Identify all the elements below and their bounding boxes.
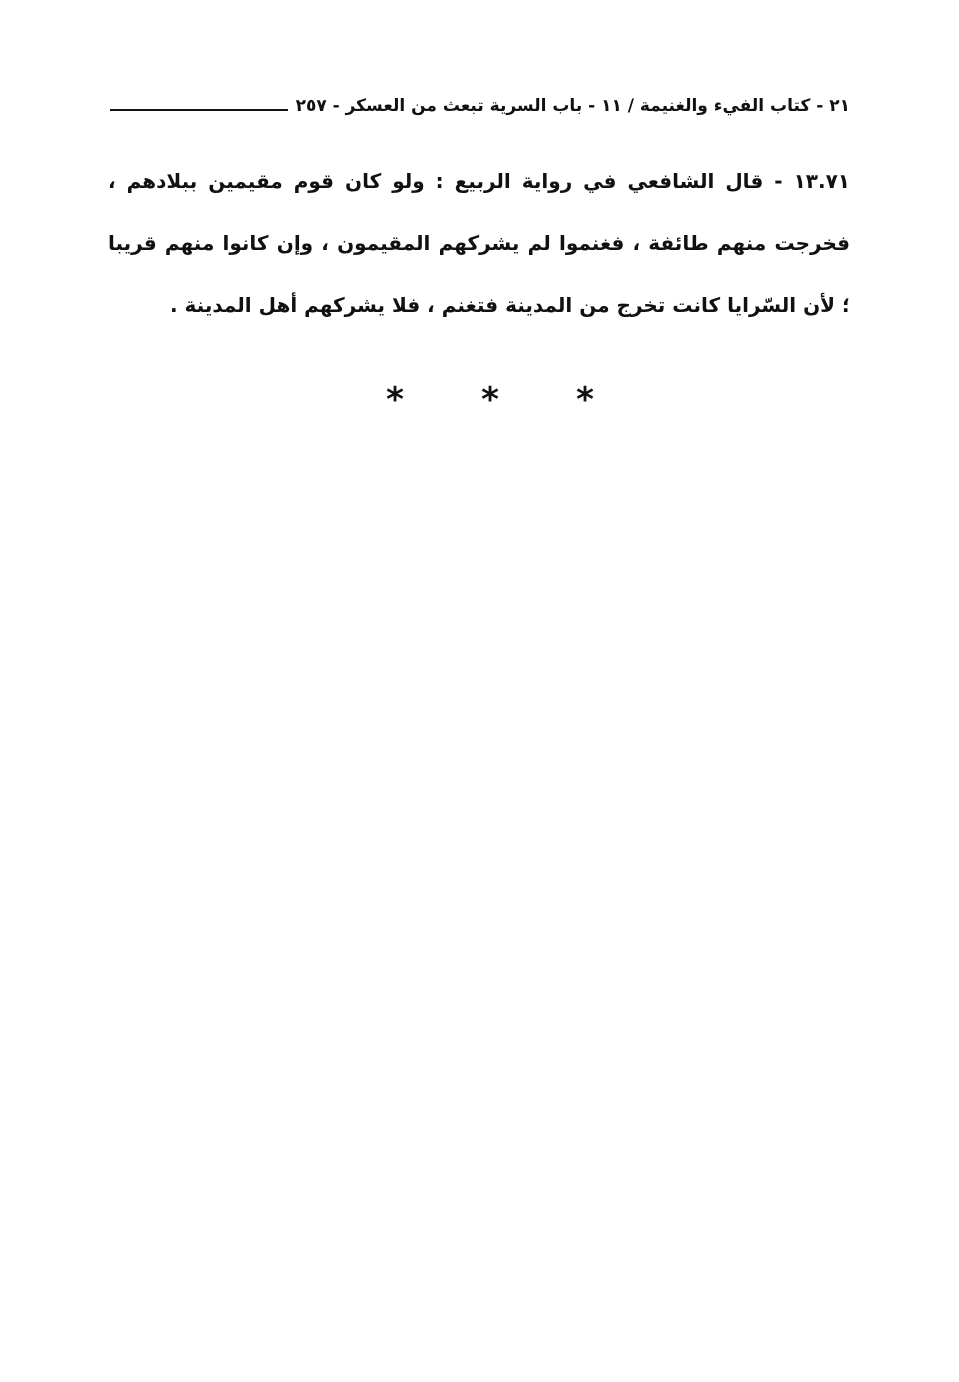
header-title: ٢١ - كتاب الفيء والغنيمة / ١١ - باب السرية تبعث من العسكر - ٢٥٧ bbox=[295, 96, 850, 116]
separator-asterisk: * bbox=[481, 380, 499, 420]
section-separator bbox=[380, 380, 600, 420]
paragraph-13-71: ١٣.٧١ - قال الشافعي في رواية الربيع : ولو كان قوم مقيمين ببلادهم ، فخرجت منهم طائفة ، فغنموا لم يشركهم المقيمون ، وإن كانوا منهم قريبا ؛ لأن السّرايا كانت تخرج من المدينة فتغنم ، فلا يشركهم أهل المدينة . bbox=[108, 169, 850, 317]
separator-asterisk: * bbox=[576, 380, 594, 420]
running-header bbox=[110, 88, 850, 116]
header-rule bbox=[110, 109, 288, 111]
separator-asterisk: * bbox=[386, 380, 404, 420]
